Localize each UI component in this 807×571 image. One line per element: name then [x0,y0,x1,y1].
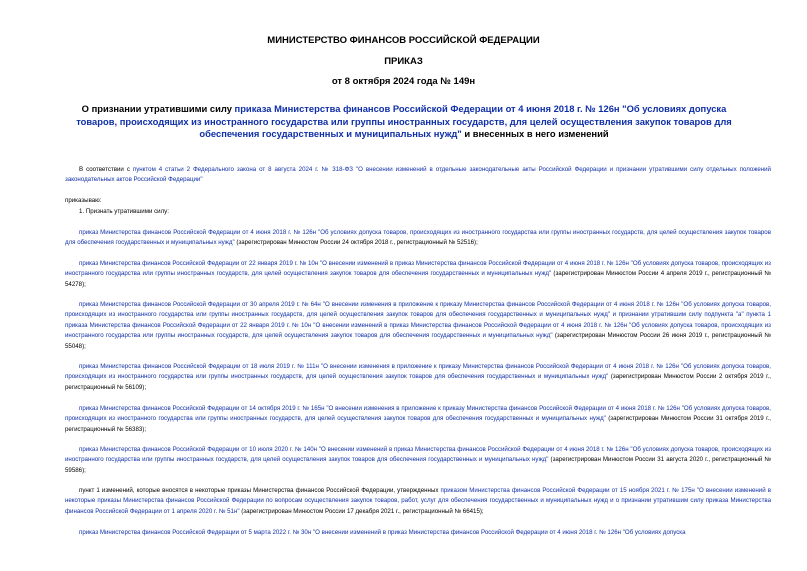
list-item-link[interactable]: приказ Министерства финансов Российской Федерации от 14 октября 2019 г. № 165н "О внесении изменения в приложение к приказу Министерства финансов Российской Федерации от 4 июня 2018 г. № 126н "Об условиях допуска товаров, происходящих из иностранного государства или группы иностранных государств, для целей осуществления закупок товаров для обеспечения государственных и муниципальных нужд" [65,405,771,423]
title-prefix: О признании утратившими силу [81,103,235,114]
list-item-link[interactable]: приказ Министерства финансов Российской Федерации от 30 апреля 2019 г. № 64н "О внесении изменения в приложение к приказу Министерства финансов Российской Федерации от 4 июня 2018 г. № 126н "Об условиях допуска товаров, происходящих из иностранного государства или группы иностранных государств, для целей осуществления закупок товаров для обеспечения государственных и муниципальных нужд" и признании утратившим силу подпункта "а" пункта 1 приказа Министерства финансов Российской Федерации от 22 января 2019 г. № 10н "О внесении изменений в приказ Министерства финансов Российской Федерации от 4 июня 2018 г. № 126н "Об условиях допуска товаров, происходящих из иностранного государства или группы иностранных государств, для целей осуществления закупок товаров для обеспечения государственных и муниципальных нужд" [65,301,771,340]
preamble-prefix: В соответствии с [79,166,133,173]
list-item-link[interactable]: приказ Министерства финансов Российской Федерации от 22 января 2019 г. № 10н "О внесении изменений в приказ Министерства финансов Российской Федерации от 4 июня 2018 г. № 126н "Об условиях допуска товаров, происходящих из иностранного государства или группы иностранных государств, для целей осуществления закупок товаров для обеспечения государственных и муниципальных нужд" [65,260,771,278]
preamble-paragraph [65,165,771,186]
list-item-link[interactable]: приказ Министерства финансов Российской Федерации от 10 июля 2020 г. № 140н "О внесении изменений в приказ Министерства финансов Российской Федерации от 4 июня 2018 г. № 126н "Об условиях допуска товаров, происходящих из иностранного государства или группы иностранных государств, для целей осуществления закупок товаров для обеспечения государственных и муниципальных нужд" [65,446,771,464]
list-item [65,445,771,476]
list-item-registration: (зарегистрирован Минюстом России 17 декабря 2021 г., регистрационный № 66415); [239,507,484,515]
list-item-registration: (зарегистрирован Минюстом России 31 августа 2020 г., регистрационный № 59586); [65,456,772,474]
list-item-registration: (зарегистрирован Минюстом России 4 апреля 2019 г., регистрационный № 54278); [65,270,771,288]
list-item [65,486,771,517]
list-item-link[interactable]: приказ Министерства финансов Российской Федерации от 4 июня 2018 г. № 126н "Об условиях допуска товаров, происходящих из иностранного государства или группы иностранных государств, для целей осуществления закупок товаров для обеспечения государственных и муниципальных нужд" [65,229,771,247]
title-link[interactable]: приказа Министерства финансов Российской Федерации от 4 июня 2018 г. № 126н "Об условиях допуска товаров, происходящих из иностранного государства или группы иностранных государств, для целей осуществления закупок товаров для обеспечения государственных и муниципальных нужд" [76,103,732,139]
ministry-heading: МИНИСТЕРСТВО ФИНАНСОВ РОССИЙСКОЙ ФЕДЕРАЦИИ [267,35,540,46]
list-item [65,362,771,393]
title-suffix: и внесенных в него изменений [461,128,609,139]
list-item-registration: (зарегистрирован Минюстом России 31 октября 2019 г., регистрационный № 56383); [65,415,771,433]
list-item-link[interactable]: приказ Министерства финансов Российской Федерации от 5 марта 2022 г. № 30н "О внесении изменений в приказ Министерства финансов Российской Федерации от 4 июня 2018 г. № 126н "Об условиях допуска [79,529,686,536]
list-item [65,300,771,352]
list-item [65,404,771,435]
list-item [65,228,771,249]
doc-type-heading: ПРИКАЗ [384,56,423,67]
point-1: 1. Признать утратившими силу: [79,208,169,215]
preamble-law-link[interactable]: пунктом 4 статьи 2 Федерального закона от 8 августа 2024 г. № 318-ФЗ "О внесении изменений в отдельные законодательные акты Российской Федерации и признании утратившими силу отдельных положений законодательных актов Российской Федерации" [65,166,771,184]
doc-date-number: от 8 октября 2024 года № 149н [331,76,476,87]
list-item [65,259,771,290]
list-item-prefix: пункт 1 изменений, которые вносятся в некоторые приказы Министерства финансов Российской Федерации, утвержденных [79,487,441,494]
list-item-registration: (зарегистрирован Минюстом России 26 июня 2019 г., регистрационный № 55048); [65,332,771,350]
list-item-link[interactable]: приказ Министерства финансов Российской Федерации от 18 июля 2019 г. № 111н "О внесении изменения в приложение к приказу Министерства финансов Российской Федерации от 4 июня 2018 г. № 126н "Об условиях допуска товаров, происходящих из иностранного государства или группы иностранных государств, для целей осуществления закупок товаров для обеспечения государственных и муниципальных нужд" [65,363,771,381]
order-word: приказываю: [65,197,102,204]
list-item-registration: (зарегистрирован Минюстом России 2 октября 2019 г., регистрационный № 56109); [65,373,772,391]
doc-title [64,103,744,141]
list-item [65,528,771,538]
list-item-link[interactable]: приказом Министерства финансов Российской Федерации от 15 ноября 2021 г. № 175н "О внесении изменений в некоторые приказы Министерства финансов Российской Федерации по вопросам осуществления закупок товаров, работ, услуг для обеспечения государственных и муниципальных нужд и о признании утратившим силу приказа Министерства финансов Российской Федерации от 1 апреля 2020 г. № 51н" [65,487,771,515]
list-item-registration: (зарегистрирован Минюстом России 24 октября 2018 г., регистрационный № 52516); [234,239,478,247]
